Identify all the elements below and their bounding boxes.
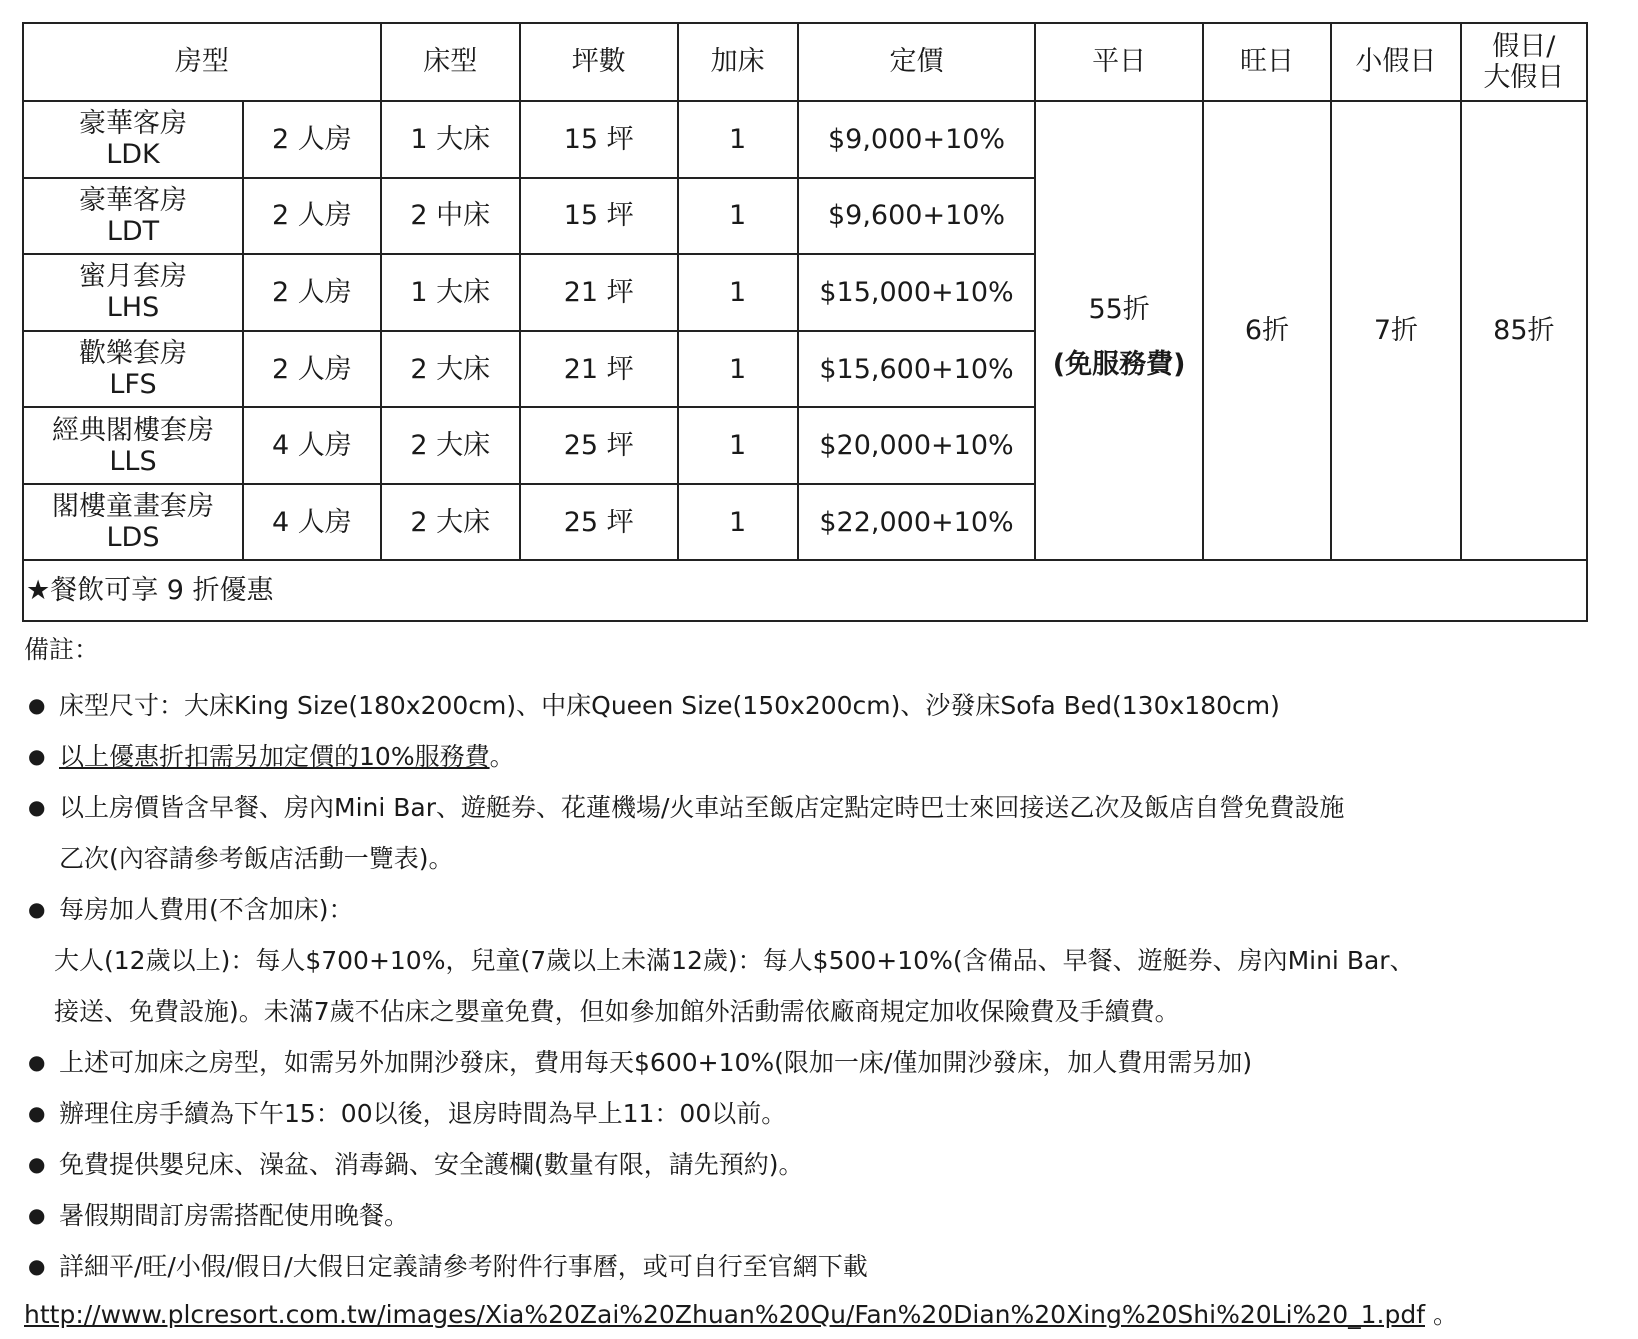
header-weekday: 平日 xyxy=(1035,23,1202,101)
room-bed: 2 中床 xyxy=(381,178,520,255)
bed-size-text: 床型尺寸：大床King Size(180x200cm)、中床Queen Size(150x200cm)、沙發床Sofa Bed(130x180cm) xyxy=(59,691,1280,720)
header-holiday xyxy=(1461,23,1587,101)
extra-person-line1: 大人(12歲以上)：每人$700+10%，兒童(7歲以上未滿12歲)：每人$500+10%(含備品、早餐、遊艇券、房內Mini Bar、 xyxy=(54,946,1415,975)
header-room-type: 房型 xyxy=(23,23,381,101)
remarks-title: 備註： xyxy=(24,635,100,664)
room-name: 豪華客房 xyxy=(78,184,187,216)
service-fee-end: 。 xyxy=(489,742,515,771)
room-code: LFS xyxy=(109,369,157,401)
download-link[interactable]: http://www.plcresort.com.tw/images/Xia%20Zai%20Zhuan%20Qu/Fan%20Dian%20Xing%20Shi%20Li%20_1.pdf xyxy=(24,1300,1425,1329)
room-name: 豪華客房 xyxy=(78,108,187,140)
room-name: 蜜月套房 xyxy=(78,261,187,293)
calendar-text: 詳細平/旺/小假/假日/大假日定義請參考附件行事曆，或可自行至官網下載 xyxy=(59,1252,868,1281)
list-item xyxy=(24,680,1624,731)
room-size: 15 坪 xyxy=(520,101,678,178)
room-code: LLS xyxy=(109,445,157,477)
room-name: 經典閣樓套房 xyxy=(51,414,214,446)
list-item xyxy=(24,1088,1624,1139)
table-header-row xyxy=(23,23,1587,101)
room-bed: 1 大床 xyxy=(381,101,520,178)
header-peak: 旺日 xyxy=(1203,23,1331,101)
room-size: 25 坪 xyxy=(520,484,678,561)
small-holiday-discount: 7折 xyxy=(1331,101,1460,560)
room-size: 25 坪 xyxy=(520,407,678,484)
bullet-icon: ● xyxy=(28,1050,46,1074)
room-extra-bed: 1 xyxy=(678,407,798,484)
room-extra-bed: 1 xyxy=(678,101,798,178)
check-in-text: 辦理住房手續為下午15：00以後，退房時間為早上11：00以前。 xyxy=(59,1099,787,1128)
url-end: 。 xyxy=(1425,1300,1458,1329)
list-item xyxy=(24,1139,1624,1190)
header-bed-type: 床型 xyxy=(381,23,520,101)
extra-person-line2: 接送、免費設施)。未滿7歲不佔床之嬰童免費，但如參加館外活動需依廠商規定加收保險費及手續費。 xyxy=(54,997,1180,1026)
extra-person-title: 每房加人費用(不含加床)： xyxy=(59,895,354,924)
room-extra-bed: 1 xyxy=(678,178,798,255)
room-code: LDT xyxy=(106,215,160,247)
header-price: 定價 xyxy=(798,23,1036,101)
room-code: LHS xyxy=(106,292,160,324)
bullet-icon: ● xyxy=(28,1203,46,1227)
bullet-icon: ● xyxy=(28,1254,46,1278)
weekday-discount-cell xyxy=(1035,101,1202,560)
remarks-section xyxy=(24,630,1624,1338)
room-extra-bed: 1 xyxy=(678,331,798,408)
header-extra-bed: 加床 xyxy=(678,23,798,101)
room-capacity: 2 人房 xyxy=(243,178,381,255)
bullet-icon: ● xyxy=(28,897,46,921)
room-price: $15,600+10% xyxy=(798,331,1036,408)
header-small-holiday: 小假日 xyxy=(1331,23,1460,101)
bullet-icon: ● xyxy=(28,1152,46,1176)
bullet-icon: ● xyxy=(28,1101,46,1125)
bullet-icon: ● xyxy=(28,693,46,717)
weekday-discount: 55折 xyxy=(1088,293,1150,325)
baby-items-text: 免費提供嬰兒床、澡盆、消毒鍋、安全護欄(數量有限，請先預約)。 xyxy=(59,1150,804,1179)
table-row xyxy=(23,101,1587,178)
room-capacity: 4 人房 xyxy=(243,484,381,561)
room-name: 閣樓童畫套房 xyxy=(51,491,214,523)
room-extra-bed: 1 xyxy=(678,484,798,561)
room-capacity: 2 人房 xyxy=(243,331,381,408)
room-code: LDK xyxy=(106,139,160,171)
room-size: 15 坪 xyxy=(520,178,678,255)
room-capacity: 4 人房 xyxy=(243,407,381,484)
room-price: $9,600+10% xyxy=(798,178,1036,255)
holiday-discount: 85折 xyxy=(1461,101,1587,560)
list-item xyxy=(24,731,1624,782)
room-name-cell xyxy=(23,484,243,561)
list-item xyxy=(24,1037,1624,1088)
room-price: $20,000+10% xyxy=(798,407,1036,484)
room-name-cell xyxy=(23,331,243,408)
download-url-line xyxy=(24,1292,1624,1338)
header-size: 坪數 xyxy=(520,23,678,101)
table-footer-row xyxy=(23,560,1587,621)
sofa-bed-text: 上述可加床之房型，如需另外加開沙發床，費用每天$600+10%(限加一床/僅加開沙發床，加人費用需另加) xyxy=(59,1048,1253,1077)
summer-text: 暑假期間訂房需搭配使用晚餐。 xyxy=(59,1201,410,1230)
room-extra-bed: 1 xyxy=(678,254,798,331)
peak-discount: 6折 xyxy=(1203,101,1331,560)
remarks-list xyxy=(24,680,1624,1292)
weekday-discount-note: (免服務費) xyxy=(1052,348,1186,380)
includes-line2: 乙次(內容請參考飯店活動一覽表)。 xyxy=(59,844,454,873)
room-size: 21 坪 xyxy=(520,331,678,408)
room-name-cell xyxy=(23,407,243,484)
service-fee-text: 以上優惠折扣需另加定價的10%服務費 xyxy=(59,742,490,771)
header-holiday-line1: 假日/ xyxy=(1492,30,1556,62)
room-bed: 2 大床 xyxy=(381,331,520,408)
room-name-cell xyxy=(23,101,243,178)
room-bed: 2 大床 xyxy=(381,407,520,484)
room-bed: 2 大床 xyxy=(381,484,520,561)
room-capacity: 2 人房 xyxy=(243,101,381,178)
includes-line1: 以上房價皆含早餐、房內Mini Bar、遊艇券、花蓮機場/火車站至飯店定點定時巴士來回接送乙次及飯店自營免費設施 xyxy=(59,793,1345,822)
room-name: 歡樂套房 xyxy=(78,337,187,369)
bullet-icon: ● xyxy=(28,795,46,819)
bullet-icon: ● xyxy=(28,744,46,768)
list-item xyxy=(24,1241,1624,1292)
room-code: LDS xyxy=(106,522,160,554)
dining-discount-note: ★餐飲可享 9 折優惠 xyxy=(23,560,1587,621)
room-name-cell xyxy=(23,254,243,331)
room-bed: 1 大床 xyxy=(381,254,520,331)
room-price: $15,000+10% xyxy=(798,254,1036,331)
list-item xyxy=(24,782,1624,884)
list-item xyxy=(24,884,1624,1037)
room-name-cell xyxy=(23,178,243,255)
list-item xyxy=(24,1190,1624,1241)
room-price: $9,000+10% xyxy=(798,101,1036,178)
room-capacity: 2 人房 xyxy=(243,254,381,331)
room-price: $22,000+10% xyxy=(798,484,1036,561)
room-rate-table xyxy=(22,22,1588,622)
room-size: 21 坪 xyxy=(520,254,678,331)
header-holiday-line2: 大假日 xyxy=(1483,62,1565,93)
